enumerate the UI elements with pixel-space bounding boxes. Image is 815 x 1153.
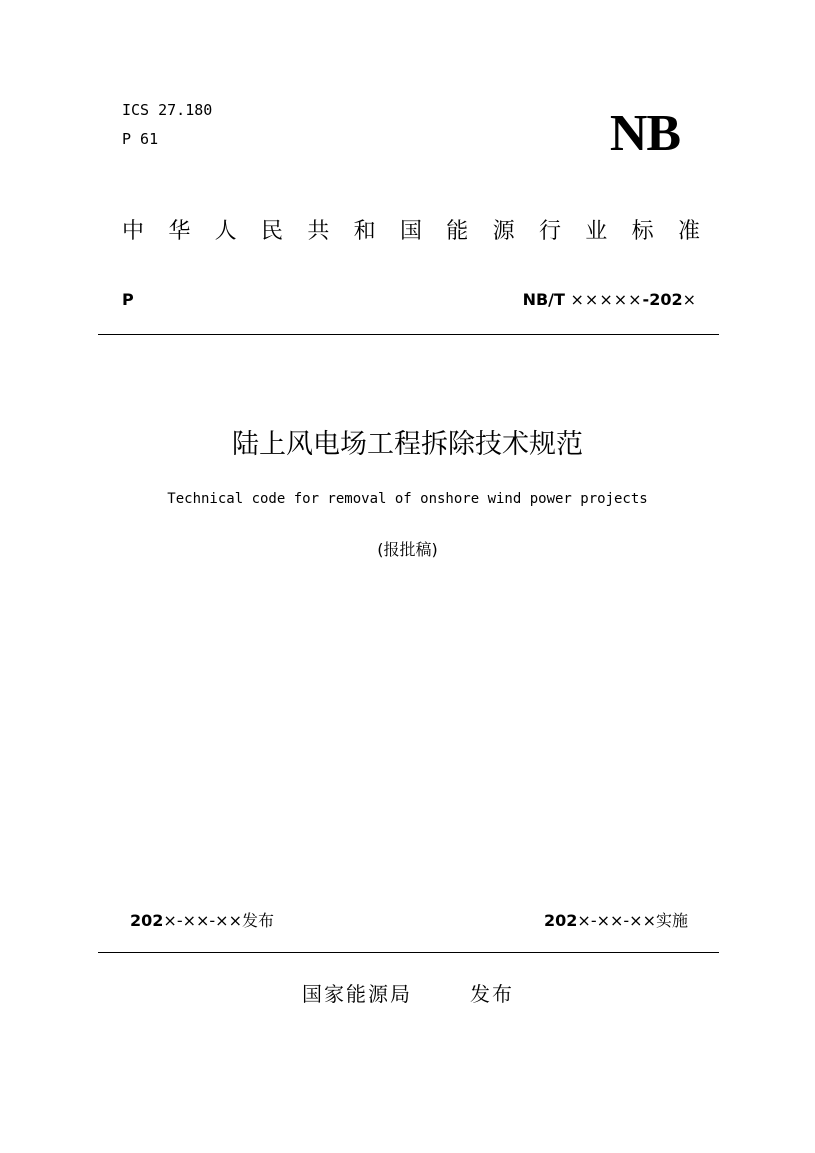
banner-char: 华 [168, 219, 191, 244]
ics-code: ICS 27.180 [122, 101, 213, 119]
issue-date-year: 202 [130, 911, 164, 930]
banner-char: 业 [585, 219, 608, 244]
issuer-action: 发布 [470, 982, 514, 1006]
draft-stage: (报批稿) [377, 540, 438, 559]
banner-char: 人 [214, 219, 237, 244]
standard-banner-title [122, 218, 700, 246]
document-title-en: Technical code for removal of onshore wind power projects [167, 491, 648, 507]
top-divider [98, 334, 719, 335]
implementation-date-year: 202 [544, 911, 578, 930]
standard-code-year: -202 [642, 290, 683, 309]
banner-char: 行 [538, 219, 561, 244]
classification-code: P 61 [122, 130, 159, 148]
banner-char: 标 [631, 219, 654, 244]
implementation-date-rest: ×-××-××实施 [577, 911, 688, 930]
standard-code-year-suffix: × [682, 290, 697, 309]
banner-char: 准 [677, 219, 700, 244]
banner-char: 民 [260, 219, 283, 244]
banner-char: 国 [399, 219, 422, 244]
standard-code-prefix: NB/T [522, 290, 571, 309]
banner-char: 能 [446, 219, 469, 244]
implementation-date [544, 910, 688, 932]
nb-logo: NB [609, 105, 681, 162]
bottom-divider [98, 952, 719, 953]
standard-code [523, 290, 697, 310]
category-letter: P [122, 290, 134, 309]
issue-date-rest: ×-××-××发布 [163, 911, 274, 930]
banner-char: 共 [307, 219, 330, 244]
document-title-cn: 陆上风电场工程拆除技术规范 [232, 429, 583, 460]
standard-code-placeholder: ××××× [570, 290, 643, 309]
banner-char: 中 [122, 219, 145, 244]
banner-char: 和 [353, 219, 376, 244]
issuer-name: 国家能源局 [302, 982, 412, 1006]
banner-char: 源 [492, 219, 515, 244]
issue-date [130, 910, 274, 932]
